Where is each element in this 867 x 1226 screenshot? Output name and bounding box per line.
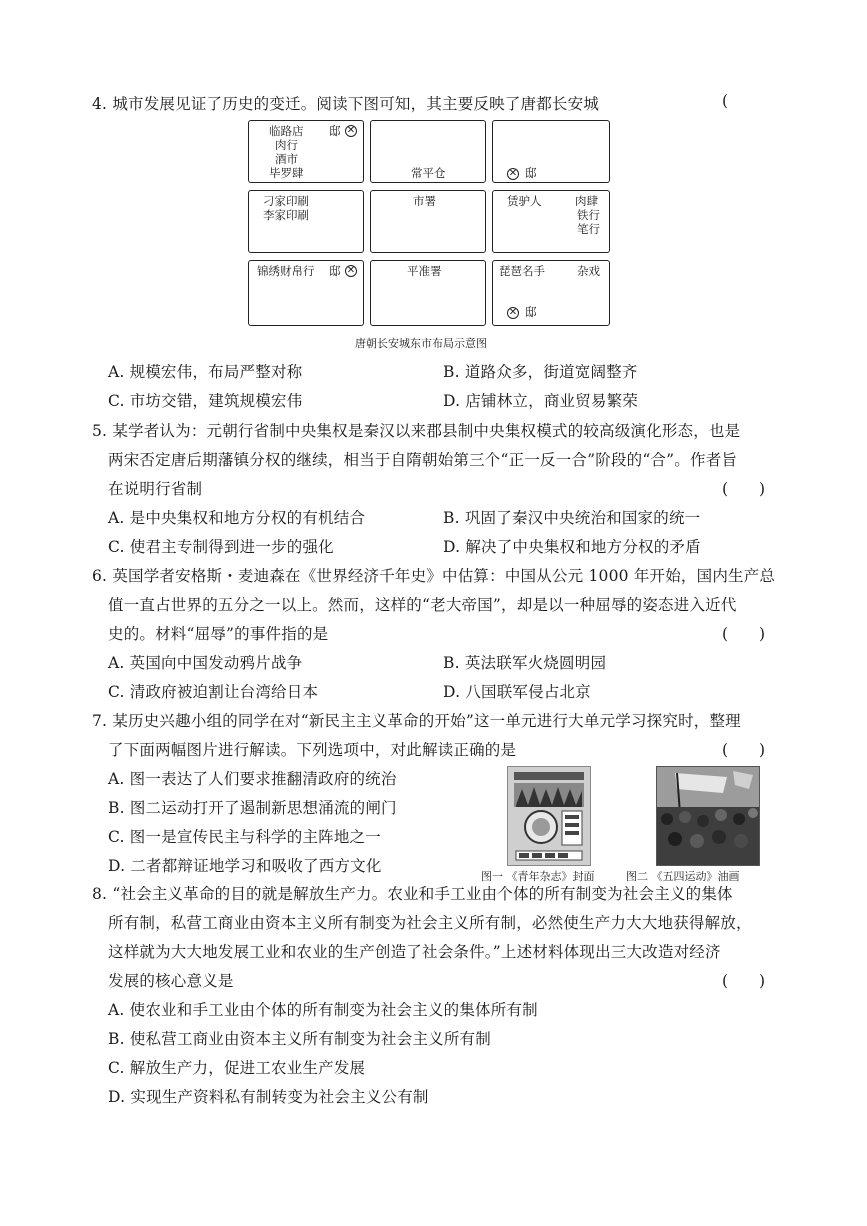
label: 酒市 bbox=[275, 152, 298, 166]
block-r3c2 bbox=[370, 260, 486, 326]
q7-option-b[interactable]: B. 图二运动打开了遏制新思想涌流的闸门 bbox=[108, 799, 397, 817]
q6-stem-line1: 6. 英国学者安格斯・麦迪森在《世界经济千年史》中估算：中国从公元 1000 年开始，国内生产总 bbox=[92, 567, 776, 585]
label: 杂戏 bbox=[577, 264, 600, 278]
label: 市署 bbox=[413, 194, 436, 208]
q5-stem-line2: 两宋否定唐后期藩镇分权的继续，相当于自隋朝始第三个“正一反一合”阶段的“合”。作者旨 bbox=[108, 451, 738, 469]
label: 平准署 bbox=[407, 264, 442, 278]
q7-answer-paren: ( ) bbox=[722, 741, 766, 759]
q5-option-a[interactable]: A. 是中央集权和地方分权的有机结合 bbox=[108, 509, 366, 527]
label: 赁驴人 bbox=[507, 194, 542, 208]
q8-stem-line1: 8. “社会主义革命的目的就是解放生产力。农业和手工业由个体的所有制变为社会主义的集体 bbox=[92, 885, 733, 903]
label: 肉肆 bbox=[575, 194, 598, 208]
q7-option-c[interactable]: C. 图一是宣传民主与科学的主阵地之一 bbox=[108, 828, 381, 846]
label: 锦绣财帛行 bbox=[257, 264, 315, 278]
label: 毕罗肆 bbox=[269, 166, 304, 180]
block-r1c1 bbox=[248, 120, 364, 183]
q8-stem-line2: 所有制，私营工商业由资本主义所有制变为社会主义所有制，必然使生产力大大地获得解放， bbox=[108, 914, 752, 932]
youth-magazine-cover-image bbox=[507, 766, 591, 866]
q8-option-a[interactable]: A. 使农业和手工业由个体的所有制变为社会主义的集体所有制 bbox=[108, 1001, 538, 1019]
east-market-layout-diagram bbox=[248, 120, 610, 326]
label: 邸 bbox=[525, 305, 537, 319]
q5-answer-paren: ( ) bbox=[722, 480, 766, 498]
label: 邸 bbox=[329, 124, 341, 138]
label: 邸 bbox=[525, 166, 537, 180]
q4-option-d[interactable]: D. 店铺林立，商业贸易繁荣 bbox=[443, 392, 639, 410]
q5-option-b[interactable]: B. 巩固了秦汉中央统治和国家的统一 bbox=[443, 509, 701, 527]
inn-marker-icon: ✕ bbox=[346, 125, 356, 136]
q4-answer-paren: ( bbox=[722, 92, 729, 110]
q6-option-c[interactable]: C. 清政府被迫割让台湾给日本 bbox=[108, 683, 319, 701]
label: 常平仓 bbox=[411, 166, 446, 180]
q6-option-d[interactable]: D. 八国联军侵占北京 bbox=[443, 683, 591, 701]
inn-marker-icon: ✕ bbox=[508, 168, 518, 179]
diagram-caption: 唐朝长安城东市布局示意图 bbox=[355, 337, 487, 350]
block-r2c1 bbox=[248, 190, 364, 253]
figure2-caption: 图二 《五四运动》油画 bbox=[626, 870, 740, 883]
label: 笔行 bbox=[577, 222, 600, 236]
q7-option-d[interactable]: D. 二者都辩证地学习和吸收了西方文化 bbox=[108, 857, 382, 875]
q8-option-b[interactable]: B. 使私营工商业由资本主义所有制变为社会主义所有制 bbox=[108, 1030, 491, 1048]
q8-option-d[interactable]: D. 实现生产资料私有制转变为社会主义公有制 bbox=[108, 1088, 429, 1106]
q5-stem-line1: 5. 某学者认为：元朝行省制中央集权是秦汉以来郡县制中央集权模式的较高级演化形态，也是 bbox=[92, 422, 741, 440]
q5-option-c[interactable]: C. 使君主专制得到进一步的强化 bbox=[108, 538, 334, 556]
block-r1c3 bbox=[492, 120, 610, 183]
label: 邸 bbox=[329, 264, 341, 278]
q6-stem-line2: 值一直占世界的五分之一以上。然而，这样的“老大帝国”，却是以一种屈辱的姿态进入近代 bbox=[108, 596, 737, 614]
inn-marker-icon: ✕ bbox=[508, 307, 518, 318]
q7-option-a[interactable]: A. 图一表达了人们要求推翻清政府的统治 bbox=[108, 770, 397, 788]
q4-option-b[interactable]: B. 道路众多，街道宽阔整齐 bbox=[443, 363, 638, 381]
label: 临路店 bbox=[269, 124, 304, 138]
q8-answer-paren: ( ) bbox=[722, 972, 766, 990]
label: 肉行 bbox=[275, 138, 298, 152]
q8-stem-line4: 发展的核心意义是 bbox=[108, 972, 234, 990]
q6-stem-line3: 史的。材料“屈辱”的事件指的是 bbox=[108, 625, 329, 643]
may-fourth-painting-image bbox=[656, 766, 760, 866]
block-r2c2 bbox=[370, 190, 486, 253]
q4-stem: 4. 城市发展见证了历史的变迁。阅读下图可知，其主要反映了唐都长安城 bbox=[92, 95, 600, 113]
q5-option-d[interactable]: D. 解决了中央集权和地方分权的矛盾 bbox=[443, 538, 701, 556]
q6-option-b[interactable]: B. 英法联军火烧圆明园 bbox=[443, 654, 607, 672]
block-r1c2 bbox=[370, 120, 486, 183]
label: 李家印刷 bbox=[263, 208, 309, 222]
q8-stem-line3: 这样就为大大地发展工业和农业的生产创造了社会条件。”上述材料体现出三大改造对经济 bbox=[108, 943, 721, 961]
inn-marker-icon: ✕ bbox=[346, 265, 356, 276]
label: 刁家印刷 bbox=[263, 194, 309, 208]
q8-option-c[interactable]: C. 解放生产力，促进工农业生产发展 bbox=[108, 1059, 366, 1077]
label: 琵琶名手 bbox=[499, 264, 545, 278]
q7-stem-line2: 了下面两幅图片进行解读。下列选项中，对此解读正确的是 bbox=[108, 741, 517, 759]
q5-stem-line3: 在说明行省制 bbox=[108, 480, 203, 498]
figure1-caption: 图一 《青年杂志》封面 bbox=[481, 870, 595, 883]
q6-answer-paren: ( ) bbox=[722, 625, 766, 643]
q6-option-a[interactable]: A. 英国向中国发动鸦片战争 bbox=[108, 654, 303, 672]
block-r2c3 bbox=[492, 190, 610, 253]
q4-option-c[interactable]: C. 市坊交错，建筑规模宏伟 bbox=[108, 392, 303, 410]
block-r3c1 bbox=[248, 260, 364, 326]
q7-stem-line1: 7. 某历史兴趣小组的同学在对“新民主主义革命的开始”这一单元进行大单元学习探究时，整理 bbox=[92, 712, 741, 730]
label: 铁行 bbox=[577, 208, 600, 222]
block-r3c3 bbox=[492, 260, 610, 326]
q4-option-a[interactable]: A. 规模宏伟，布局严整对称 bbox=[108, 363, 303, 381]
